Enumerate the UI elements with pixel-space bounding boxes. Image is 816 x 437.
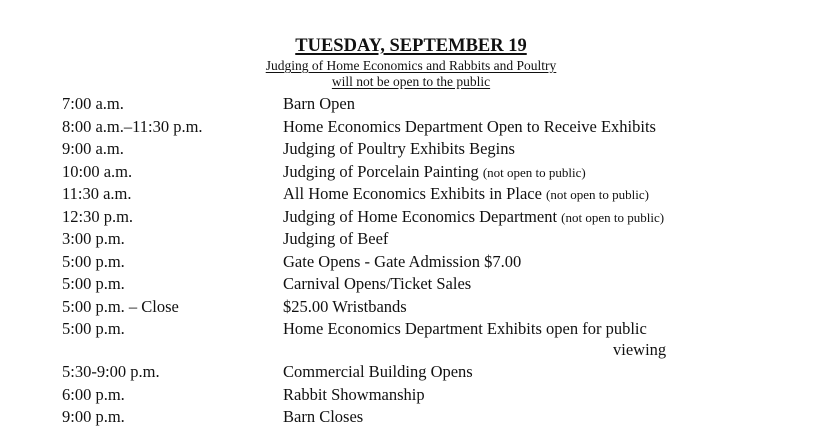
event-text: All Home Economics Exhibits in Place xyxy=(283,184,547,203)
schedule-row xyxy=(62,228,762,251)
schedule-row xyxy=(62,183,762,206)
schedule-time: 5:00 p.m. – Close xyxy=(62,296,179,316)
schedule-row xyxy=(62,138,762,161)
schedule-row xyxy=(62,161,762,184)
schedule-event xyxy=(283,206,664,229)
schedule-event xyxy=(283,161,586,184)
event-text: Barn Closes xyxy=(283,407,364,426)
schedule-time: 5:00 p.m. xyxy=(62,251,125,271)
event-text: Gate Opens - Gate Admission $7.00 xyxy=(283,251,522,271)
schedule-time: 6:00 p.m. xyxy=(62,384,125,404)
subtitle-line-1: Judging of Home Economics and Rabbits and Poultry xyxy=(265,58,557,73)
event-text: Home Economics Department Exhibits open for public xyxy=(283,319,647,338)
schedule-row xyxy=(62,251,762,274)
schedule-row xyxy=(62,93,762,116)
schedule-time: 10:00 a.m. xyxy=(62,161,133,181)
event-note: (not open to public) xyxy=(561,209,665,225)
schedule-event xyxy=(283,361,473,384)
schedule-event xyxy=(283,384,425,407)
event-text: Carnival Opens/Ticket Sales xyxy=(283,274,472,293)
schedule-time: 8:00 a.m.–11:30 p.m. xyxy=(62,116,203,136)
schedule-event xyxy=(283,273,471,296)
schedule-time: 9:00 p.m. xyxy=(62,407,125,426)
schedule-event xyxy=(283,138,515,161)
schedule-event xyxy=(283,116,656,139)
schedule-event xyxy=(283,296,407,319)
schedule-row xyxy=(62,361,762,384)
event-text: Barn Open xyxy=(283,94,355,113)
event-text: Judging of Home Economics Department xyxy=(283,206,562,226)
schedule-time: 11:30 a.m. xyxy=(62,184,132,203)
schedule-time: 5:30-9:00 p.m. xyxy=(62,362,160,381)
schedule-event xyxy=(283,318,647,341)
event-note: (not open to public) xyxy=(546,187,649,202)
schedule-row xyxy=(62,296,762,319)
schedule-event xyxy=(283,251,521,274)
event-continuation: viewing xyxy=(613,340,667,359)
schedule-time: 7:00 a.m. xyxy=(62,94,124,113)
schedule-row xyxy=(62,206,762,229)
event-text: Commercial Building Opens xyxy=(283,362,473,381)
schedule-event xyxy=(283,228,388,251)
event-text: Judging of Porcelain Painting xyxy=(283,161,483,181)
event-note: (not open to public) xyxy=(482,164,586,180)
schedule-time: 12:30 p.m. xyxy=(62,206,134,226)
event-text: Judging of Poultry Exhibits Begins xyxy=(283,139,515,158)
schedule-row xyxy=(62,273,762,296)
event-text: Home Economics Department Open to Receive Exhibits xyxy=(283,116,656,136)
schedule-row xyxy=(62,116,762,139)
schedule-time: 5:00 p.m. xyxy=(62,274,125,293)
schedule-event xyxy=(283,406,363,429)
subtitle-line-2: will not be open to the public xyxy=(331,74,491,89)
page-title: TUESDAY, SEPTEMBER 19 xyxy=(295,36,527,56)
schedule-row xyxy=(62,384,762,407)
schedule-time: 5:00 p.m. xyxy=(62,319,125,338)
event-text: Judging of Beef xyxy=(283,229,389,248)
schedule-time: 3:00 p.m. xyxy=(62,229,125,248)
schedule-row xyxy=(62,318,762,361)
schedule-list xyxy=(62,93,762,429)
schedule-time: 9:00 a.m. xyxy=(62,139,124,158)
schedule-row xyxy=(62,406,762,429)
schedule-event xyxy=(283,93,355,116)
event-text: Rabbit Showmanship xyxy=(283,384,425,404)
schedule-event xyxy=(283,183,649,206)
event-text: $25.00 Wristbands xyxy=(283,296,407,316)
